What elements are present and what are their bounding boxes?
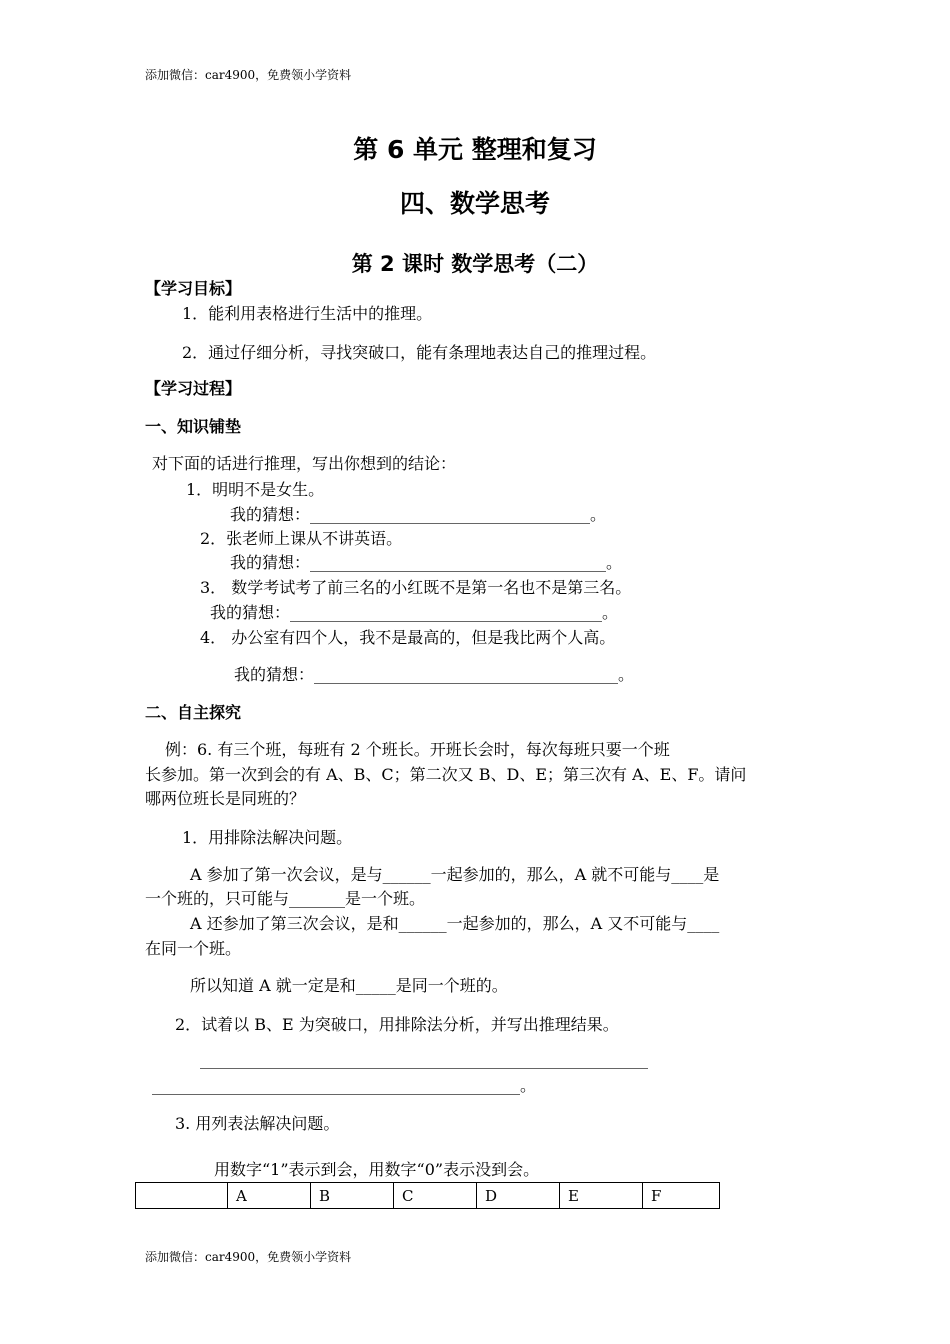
goal-item: 1．能利用表格进行生活中的推理。 <box>182 304 433 323</box>
table-cell: C <box>394 1183 477 1209</box>
example-line: 例：6. 有三个班，每班有 2 个班长。开班长会时，每次每班只要一个班 <box>165 740 670 759</box>
attendance-table <box>135 1182 720 1209</box>
process-heading: 【学习过程】 <box>145 379 242 398</box>
answer-line: ________________________________________________________ <box>200 1050 648 1069</box>
section1-heading: 一、知识铺垫 <box>145 417 242 436</box>
answer-line: ______________________________________________。 <box>152 1076 537 1095</box>
goals-heading: 【学习目标】 <box>145 279 242 298</box>
section-title: 四、数学思考 <box>399 189 550 218</box>
table-cell: A <box>228 1183 311 1209</box>
method1-line: A 还参加了第三次会议，是和______一起参加的，那么，A 又不可能与____ <box>190 914 720 933</box>
answer-line: 我的猜想：_____________________________________。 <box>230 553 623 572</box>
answer-line: 我的猜想：______________________________________。 <box>234 665 635 684</box>
method1-title: 1．用排除法解决问题。 <box>182 828 353 847</box>
table-cell: B <box>311 1183 394 1209</box>
table-cell: F <box>643 1183 720 1209</box>
lesson-title: 第 2 课时 数学思考（二） <box>351 252 599 276</box>
section2-heading: 二、自主探究 <box>145 703 242 722</box>
goal-item: 2．通过仔细分析，寻找突破口，能有条理地表达自己的推理过程。 <box>182 343 657 362</box>
method1-line: 所以知道 A 就一定是和_____是同一个班的。 <box>190 976 508 995</box>
method1-line: 在同一个班。 <box>145 939 242 958</box>
question-item: 1．明明不是女生。 <box>186 480 325 499</box>
page-footer: 添加微信：car4900，免费领小学资料 <box>145 1250 352 1264</box>
table-cell: E <box>560 1183 643 1209</box>
answer-line: 我的猜想：_______________________________________。 <box>210 603 619 622</box>
example-line: 哪两位班长是同班的？ <box>145 789 306 808</box>
section1-intro: 对下面的话进行推理，写出你想到的结论： <box>152 454 457 473</box>
table-cell: D <box>477 1183 560 1209</box>
question-item: 4． 办公室有四个人，我不是最高的，但是我比两个人高。 <box>200 628 616 647</box>
method1-line: 一个班的，只可能与_______是一个班。 <box>145 889 426 908</box>
method3-title: 3. 用列表法解决问题。 <box>175 1114 340 1133</box>
question-item: 2．张老师上课从不讲英语。 <box>200 529 403 548</box>
method3-note: 用数字“1”表示到会，用数字“0”表示没到会。 <box>214 1160 540 1179</box>
example-line: 长参加。第一次到会的有 A、B、C；第二次又 B、D、E；第三次有 A、E、F。请问 <box>145 765 747 784</box>
question-item: 3． 数学考试考了前三名的小红既不是第一名也不是第三名。 <box>200 578 632 597</box>
page-header: 添加微信：car4900，免费领小学资料 <box>145 68 352 82</box>
method1-line: A 参加了第一次会议，是与______一起参加的，那么，A 就不可能与____是 <box>190 865 720 884</box>
table-cell <box>136 1183 228 1209</box>
table-row <box>136 1183 720 1209</box>
answer-line: 我的猜想：___________________________________。 <box>230 505 607 524</box>
method2-title: 2．试着以 B、E 为突破口，用排除法分析，并写出推理结果。 <box>175 1015 619 1034</box>
unit-title: 第 6 单元 整理和复习 <box>353 135 597 164</box>
